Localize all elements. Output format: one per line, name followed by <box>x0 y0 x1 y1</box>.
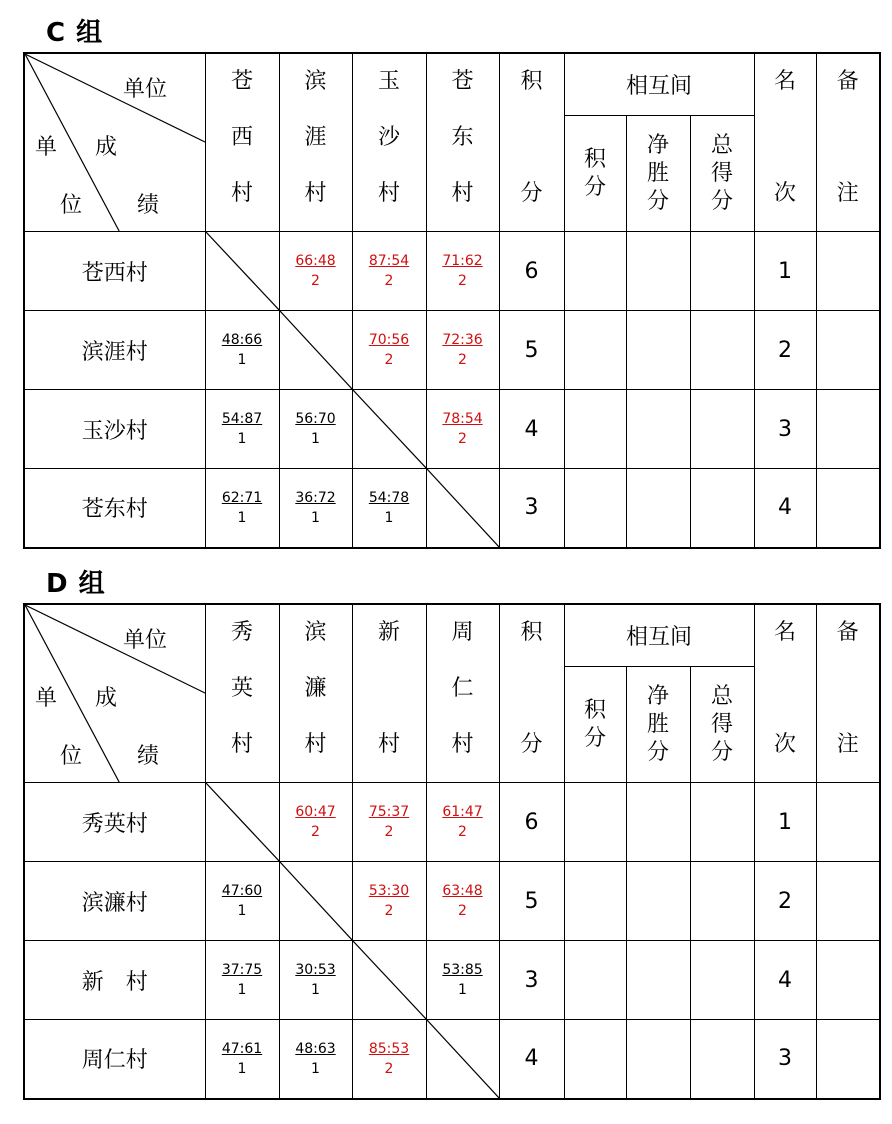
match-points: 1 <box>237 1060 247 1077</box>
mutual-cell <box>690 941 754 1020</box>
match-result-cell <box>352 1020 426 1099</box>
remark-cell <box>816 390 880 469</box>
match-score: 54:78 <box>368 489 410 506</box>
match-result <box>222 488 262 528</box>
column-header-char: 新 <box>377 620 400 645</box>
match-result <box>369 488 409 528</box>
table-row <box>24 941 880 1020</box>
match-result <box>295 1039 335 1079</box>
column-header-char: 得 <box>710 711 733 737</box>
column-header-char: 总 <box>710 683 733 709</box>
match-score: 47:60 <box>221 883 263 899</box>
column-header-mutual: 相互间 <box>564 53 754 116</box>
rank: 2 <box>754 862 816 941</box>
total-points: 3 <box>499 469 564 548</box>
diagonal-line <box>206 783 280 862</box>
column-header-char: 分 <box>583 174 606 200</box>
corner-label-mid-left: 单 <box>35 686 58 711</box>
match-score: 30:53 <box>295 962 336 978</box>
diagonal-line <box>280 862 353 941</box>
match-points: 2 <box>384 903 394 919</box>
column-header-char: 总 <box>710 132 733 158</box>
column-header-mutual-total <box>690 116 754 232</box>
rank: 1 <box>754 783 816 862</box>
score-table <box>23 52 881 549</box>
mutual-cell <box>690 783 754 862</box>
column-header-points <box>499 53 564 232</box>
column-header-mutual-total <box>690 667 754 783</box>
column-header-mutual-net <box>626 116 690 232</box>
match-result-cell <box>352 469 426 548</box>
mutual-cell <box>626 941 690 1020</box>
team-name: 滨濂村 <box>24 862 205 941</box>
corner-header <box>24 604 205 783</box>
match-result-cell <box>279 469 352 548</box>
column-header-char: 备 <box>836 69 859 94</box>
mutual-cell <box>564 469 626 548</box>
corner-label-bot-left: 位 <box>60 744 83 769</box>
table-row <box>24 862 880 941</box>
match-score: 37:75 <box>221 962 263 978</box>
corner-label-top: 单位 <box>123 77 168 102</box>
column-header-char: 分 <box>710 188 733 214</box>
mutual-cell <box>564 862 626 941</box>
match-points: 2 <box>311 273 320 289</box>
match-result-cell <box>426 390 499 469</box>
match-result-cell <box>352 783 426 862</box>
match-result-cell <box>352 311 426 390</box>
match-points: 1 <box>311 509 320 526</box>
total-points: 5 <box>499 862 564 941</box>
match-score: 48:66 <box>221 332 263 348</box>
column-header-char: 仁 <box>451 676 474 701</box>
rank: 3 <box>754 1020 816 1099</box>
column-header-char: 苍 <box>230 69 253 94</box>
column-header-char: 分 <box>583 725 606 751</box>
column-header-char: 净 <box>646 132 669 158</box>
column-header-char: 名 <box>773 69 796 94</box>
column-header-char: 沙 <box>377 125 400 150</box>
mutual-cell <box>564 390 626 469</box>
mutual-cell <box>564 232 626 311</box>
total-points: 5 <box>499 311 564 390</box>
mutual-cell <box>690 1020 754 1099</box>
match-points: 2 <box>384 1060 394 1077</box>
match-score: 87:54 <box>368 253 410 269</box>
match-result-cell <box>352 862 426 941</box>
match-score: 56:70 <box>295 411 336 427</box>
rank: 1 <box>754 232 816 311</box>
match-points: 1 <box>237 431 247 447</box>
mutual-cell <box>564 311 626 390</box>
match-points: 2 <box>458 273 467 289</box>
total-points: 4 <box>499 1020 564 1099</box>
match-score: 63:48 <box>442 883 483 899</box>
mutual-cell <box>564 941 626 1020</box>
table-row <box>24 311 880 390</box>
corner-label-bot-right: 绩 <box>137 744 160 769</box>
total-points: 3 <box>499 941 564 1020</box>
column-header-opponent <box>352 604 426 783</box>
table-row <box>24 469 880 548</box>
group-title: C 组 <box>46 18 104 48</box>
remark-cell <box>816 232 880 311</box>
column-header-opponent <box>352 53 426 232</box>
column-header-opponent <box>205 53 279 232</box>
corner-label-mid-right: 成 <box>95 686 118 711</box>
team-name: 新 村 <box>24 941 205 1020</box>
match-result-cell <box>205 941 279 1020</box>
remark-cell <box>816 1020 880 1099</box>
mutual-cell <box>626 783 690 862</box>
column-header-char: 积 <box>520 69 543 94</box>
mutual-cell <box>626 469 690 548</box>
match-result-cell <box>205 469 279 548</box>
column-header-char: 备 <box>836 620 859 645</box>
total-points: 4 <box>499 390 564 469</box>
match-points: 2 <box>458 352 467 368</box>
column-header-char: 积 <box>583 146 606 172</box>
mutual-cell <box>626 232 690 311</box>
match-result <box>222 960 262 1000</box>
match-points: 2 <box>311 824 320 840</box>
column-header-char: 濂 <box>304 676 327 701</box>
corner-header <box>24 53 205 232</box>
column-header-char: 胜 <box>646 711 669 737</box>
column-header-char: 滨 <box>304 69 327 94</box>
corner-label-mid-left: 单 <box>35 135 58 160</box>
column-header-char: 西 <box>230 125 253 150</box>
match-result-cell <box>205 390 279 469</box>
self-match-cell <box>352 941 426 1020</box>
diagonal-line <box>427 1020 500 1099</box>
match-score: 66:48 <box>295 253 336 269</box>
mutual-cell <box>626 1020 690 1099</box>
column-header-char: 分 <box>646 739 669 765</box>
match-score: 48:63 <box>295 1040 336 1057</box>
table-row <box>24 1020 880 1099</box>
match-score: 54:87 <box>221 411 263 427</box>
match-result <box>295 802 335 842</box>
match-result-cell <box>426 783 499 862</box>
match-result-cell <box>352 232 426 311</box>
match-points: 1 <box>237 509 247 526</box>
mutual-cell <box>690 311 754 390</box>
match-result <box>369 881 409 921</box>
diagonal-line <box>353 941 427 1020</box>
match-result <box>369 802 409 842</box>
column-header-char: 名 <box>773 620 796 645</box>
match-result <box>442 409 482 449</box>
match-score: 85:53 <box>368 1040 410 1057</box>
match-result <box>222 409 262 449</box>
match-result <box>222 330 262 370</box>
mutual-cell <box>564 783 626 862</box>
match-result-cell <box>205 862 279 941</box>
column-header-char: 得 <box>710 160 733 186</box>
remark-cell <box>816 941 880 1020</box>
match-result <box>295 960 335 1000</box>
match-score: 72:36 <box>442 332 483 348</box>
match-result <box>222 1039 262 1079</box>
column-header-opponent <box>279 53 352 232</box>
score-table <box>23 603 881 1100</box>
match-result <box>369 330 409 370</box>
match-score: 53:30 <box>368 883 410 899</box>
rank: 4 <box>754 941 816 1020</box>
match-points: 2 <box>458 824 467 840</box>
column-header-char: 东 <box>451 125 474 150</box>
column-header-char: 村 <box>230 732 253 757</box>
mutual-cell <box>690 232 754 311</box>
diagonal-line <box>280 311 353 390</box>
match-points: 2 <box>384 352 394 368</box>
table-row <box>24 783 880 862</box>
corner-label-top: 单位 <box>123 628 168 653</box>
diagonal-line <box>353 390 427 469</box>
match-points: 1 <box>311 431 320 447</box>
self-match-cell <box>352 390 426 469</box>
column-header-mutual-net <box>626 667 690 783</box>
mutual-cell <box>690 469 754 548</box>
match-points: 1 <box>237 982 247 998</box>
remark-cell <box>816 469 880 548</box>
match-points: 1 <box>237 352 247 368</box>
match-score: 78:54 <box>442 411 483 427</box>
match-points: 1 <box>384 509 394 526</box>
column-header-opponent <box>279 604 352 783</box>
match-points: 2 <box>458 903 467 919</box>
match-result <box>442 960 482 1000</box>
mutual-cell <box>626 390 690 469</box>
remark-cell <box>816 783 880 862</box>
match-result-cell <box>426 311 499 390</box>
self-match-cell <box>205 783 279 862</box>
column-header-mutual-points <box>564 116 626 232</box>
match-points: 2 <box>384 824 394 840</box>
corner-label-bot-left: 位 <box>60 193 83 218</box>
column-header-char: 村 <box>304 732 327 757</box>
mutual-cell <box>564 1020 626 1099</box>
diagonal-line <box>206 232 280 311</box>
match-score: 60:47 <box>295 804 336 820</box>
table-row <box>24 232 880 311</box>
column-header-char: 村 <box>451 732 474 757</box>
total-points: 6 <box>499 783 564 862</box>
column-header-char: 注 <box>836 181 859 206</box>
mutual-cell <box>626 311 690 390</box>
match-points: 2 <box>384 273 394 289</box>
self-match-cell <box>426 1020 499 1099</box>
table-row <box>24 390 880 469</box>
column-header-char: 积 <box>520 620 543 645</box>
column-header-rank <box>754 53 816 232</box>
column-header-char: 村 <box>230 181 253 206</box>
column-header-opponent <box>205 604 279 783</box>
match-result-cell <box>279 941 352 1020</box>
column-header-opponent <box>426 53 499 232</box>
team-name: 滨涯村 <box>24 311 205 390</box>
match-score: 36:72 <box>295 489 336 506</box>
match-result <box>442 330 482 370</box>
corner-label-bot-right: 绩 <box>137 193 160 218</box>
match-result-cell <box>279 390 352 469</box>
column-header-char: 村 <box>304 181 327 206</box>
mutual-cell <box>690 862 754 941</box>
match-score: 61:47 <box>442 804 483 820</box>
column-header-remark <box>816 53 880 232</box>
match-result-cell <box>426 862 499 941</box>
column-header-char: 胜 <box>646 160 669 186</box>
match-result <box>442 881 482 921</box>
match-result <box>295 488 335 528</box>
self-match-cell <box>426 469 499 548</box>
diagonal-line <box>427 469 500 548</box>
column-header-mutual: 相互间 <box>564 604 754 667</box>
match-result <box>442 802 482 842</box>
column-header-char: 次 <box>773 732 796 757</box>
match-result-cell <box>426 232 499 311</box>
rank: 2 <box>754 311 816 390</box>
self-match-cell <box>205 232 279 311</box>
match-points: 2 <box>458 431 467 447</box>
total-points: 6 <box>499 232 564 311</box>
column-header-char: 积 <box>583 697 606 723</box>
remark-cell <box>816 311 880 390</box>
match-result-cell <box>205 1020 279 1099</box>
column-header-char: 次 <box>773 181 796 206</box>
column-header-remark <box>816 604 880 783</box>
match-result <box>295 251 335 291</box>
match-result-cell <box>279 1020 352 1099</box>
group-title: D 组 <box>46 569 106 599</box>
match-result <box>222 881 262 921</box>
match-score: 53:85 <box>442 962 483 978</box>
team-name: 苍西村 <box>24 232 205 311</box>
column-header-char: 村 <box>451 181 474 206</box>
column-header-char: 周 <box>451 620 474 645</box>
match-result-cell <box>279 232 352 311</box>
column-header-char: 村 <box>377 732 400 757</box>
mutual-cell <box>626 862 690 941</box>
column-header-char: 净 <box>646 683 669 709</box>
match-points: 1 <box>458 982 467 998</box>
match-score: 70:56 <box>368 332 410 348</box>
team-name: 玉沙村 <box>24 390 205 469</box>
column-header-points <box>499 604 564 783</box>
column-header-char: 村 <box>377 181 400 206</box>
match-result <box>369 251 409 291</box>
team-name: 周仁村 <box>24 1020 205 1099</box>
match-result <box>369 1039 409 1079</box>
match-points: 1 <box>237 903 247 919</box>
match-score: 75:37 <box>368 804 410 820</box>
rank: 4 <box>754 469 816 548</box>
team-name: 秀英村 <box>24 783 205 862</box>
rank: 3 <box>754 390 816 469</box>
column-header-char: 分 <box>520 732 543 757</box>
match-score: 47:61 <box>221 1040 263 1057</box>
column-header-char: 玉 <box>377 69 400 94</box>
self-match-cell <box>279 311 352 390</box>
column-header-char: 英 <box>230 676 253 701</box>
match-result-cell <box>279 783 352 862</box>
remark-cell <box>816 862 880 941</box>
column-header-char: 苍 <box>451 69 474 94</box>
column-header-rank <box>754 604 816 783</box>
column-header-char: 滨 <box>304 620 327 645</box>
column-header-opponent <box>426 604 499 783</box>
match-result <box>442 251 482 291</box>
match-score: 71:62 <box>442 253 483 269</box>
column-header-char: 分 <box>710 739 733 765</box>
self-match-cell <box>279 862 352 941</box>
mutual-cell <box>690 390 754 469</box>
column-header-char: 分 <box>646 188 669 214</box>
column-header-char: 涯 <box>304 125 327 150</box>
column-header-char: 分 <box>520 181 543 206</box>
column-header-mutual-points <box>564 667 626 783</box>
match-points: 1 <box>311 1060 320 1077</box>
match-score: 62:71 <box>221 489 263 506</box>
column-header-char: 秀 <box>230 620 253 645</box>
match-points: 1 <box>311 982 320 998</box>
column-header-char: 注 <box>836 732 859 757</box>
match-result-cell <box>426 941 499 1020</box>
match-result <box>295 409 335 449</box>
column-header-char <box>353 661 426 717</box>
match-result-cell <box>205 311 279 390</box>
team-name: 苍东村 <box>24 469 205 548</box>
corner-label-mid-right: 成 <box>95 135 118 160</box>
